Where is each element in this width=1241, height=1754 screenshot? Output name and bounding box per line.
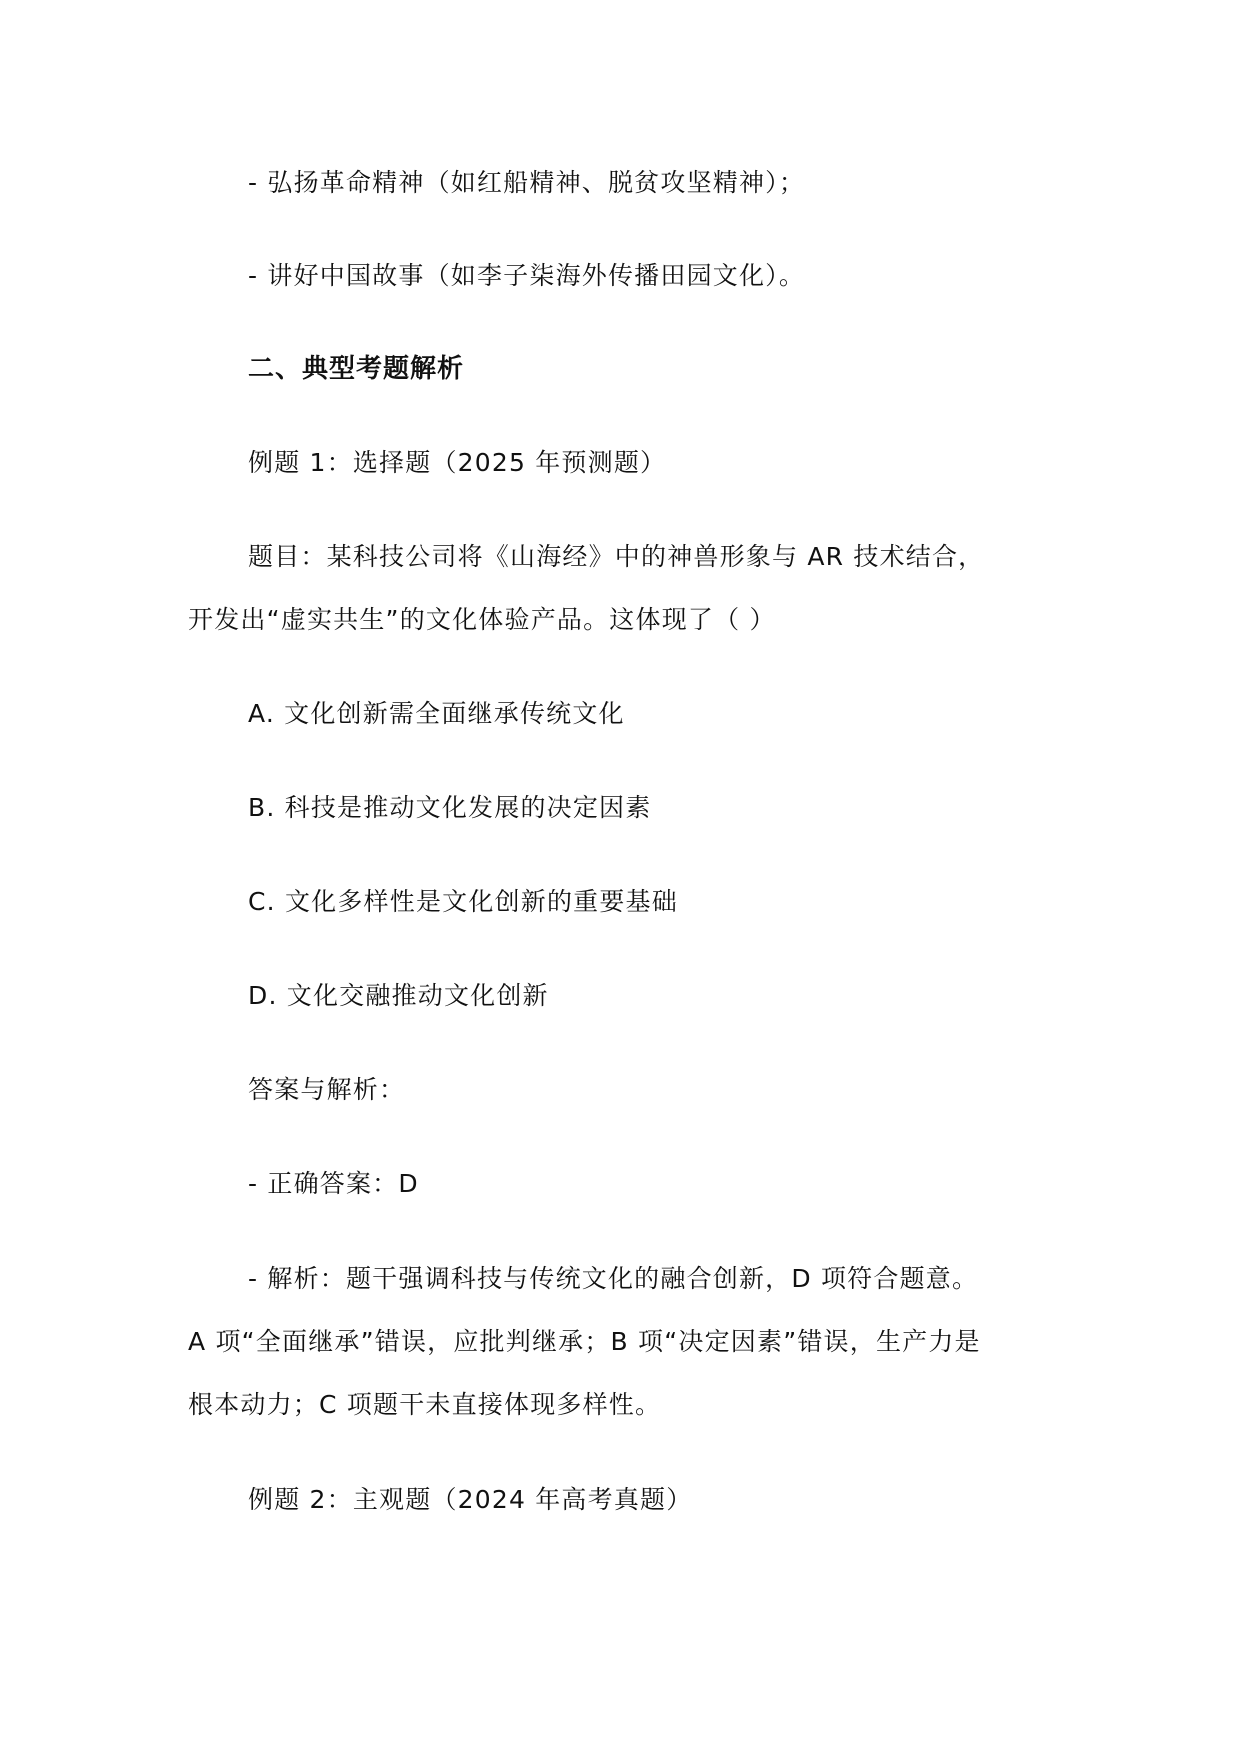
option-b: B. 科技是推动文化发展的决定因素	[248, 793, 652, 822]
correct-answer: - 正确答案：D	[248, 1169, 419, 1198]
bullet-revolutionary-spirit: - 弘扬革命精神（如红船精神、脱贫攻坚精神）；	[248, 168, 806, 197]
example-1-title: 例题 1：选择题（2025 年预测题）	[248, 448, 667, 477]
analysis-line-1: - 解析：题干强调科技与传统文化的融合创新，D 项符合题意。	[248, 1264, 979, 1293]
analysis-line-3: 根本动力；C 项题干未直接体现多样性。	[188, 1390, 662, 1419]
option-d: D. 文化交融推动文化创新	[248, 981, 549, 1010]
example-1-question-line-2: 开发出“虚实共生”的文化体验产品。这体现了（ ）	[188, 605, 776, 634]
option-c: C. 文化多样性是文化创新的重要基础	[248, 887, 678, 916]
bullet-china-stories: - 讲好中国故事（如李子柒海外传播田园文化）。	[248, 261, 806, 290]
analysis-line-2: A 项“全面继承”错误，应批判继承；B 项“决定因素”错误，生产力是	[188, 1327, 981, 1356]
section-heading: 二、典型考题解析	[248, 354, 465, 384]
example-1-question-line-1: 题目：某科技公司将《山海经》中的神兽形象与 AR 技术结合，	[248, 542, 985, 571]
example-2-title: 例题 2：主观题（2024 年高考真题）	[248, 1485, 693, 1514]
answer-heading: 答案与解析：	[248, 1075, 406, 1104]
option-a: A. 文化创新需全面继承传统文化	[248, 699, 625, 728]
